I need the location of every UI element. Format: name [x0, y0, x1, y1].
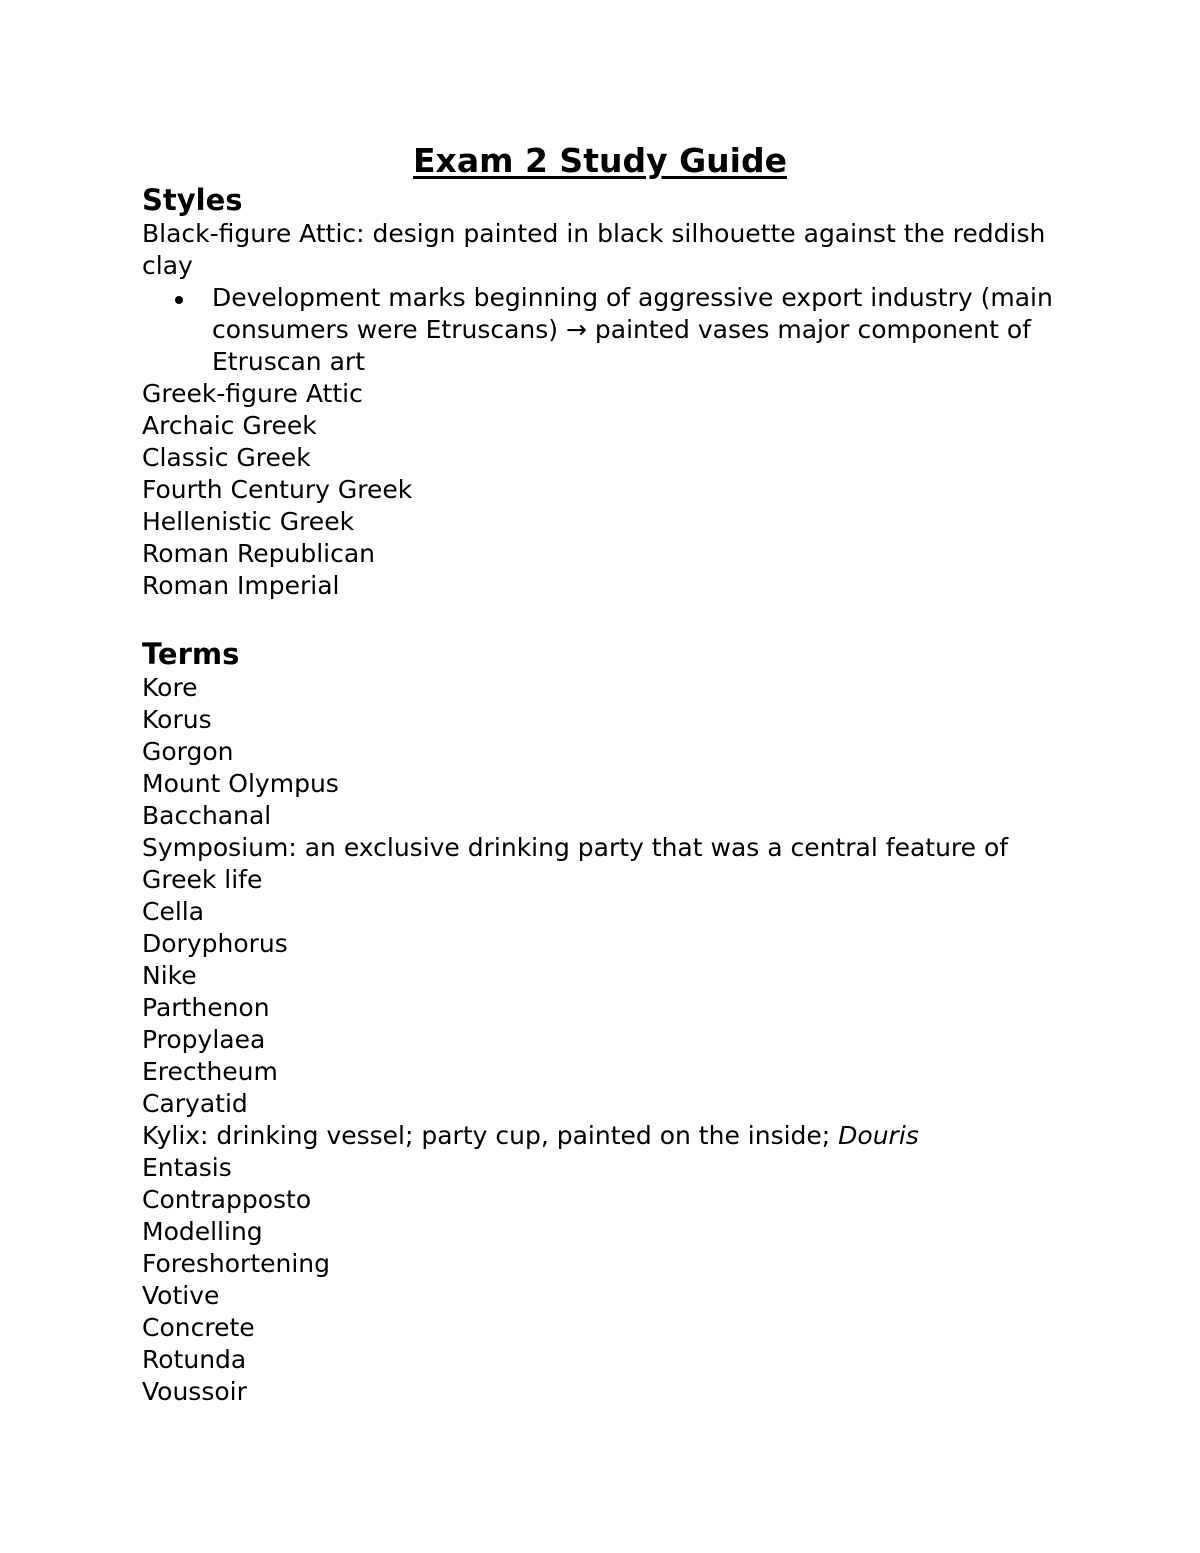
styles-bullet-text: Development marks beginning of aggressive export industry (main consumers were Etruscans) → painted vases major component of Etruscan art	[212, 283, 1053, 376]
document-body	[142, 140, 1072, 1408]
terms-heading: Terms	[142, 637, 240, 671]
style-item: Roman Imperial	[142, 571, 340, 600]
term-item: Mount Olympus	[142, 769, 339, 798]
bullet-icon	[175, 296, 183, 304]
term-item: Cella	[142, 897, 205, 926]
term-item: Doryphorus	[142, 929, 288, 958]
term-item: Entasis	[142, 1153, 232, 1182]
styles-intro: Black-figure Attic: design painted in black silhouette against the reddish clay	[142, 219, 1046, 280]
term-item: Rotunda	[142, 1345, 247, 1374]
term-item: Votive	[142, 1281, 220, 1310]
styles-heading: Styles	[142, 183, 243, 217]
term-item: Voussoir	[142, 1377, 247, 1406]
term-item: Caryatid	[142, 1089, 248, 1118]
term-item: Kore	[142, 673, 198, 702]
list-item	[212, 282, 1072, 378]
term-item-kylix	[142, 1120, 1072, 1152]
style-item: Greek-figure Attic	[142, 379, 363, 408]
term-item: Erectheum	[142, 1057, 278, 1086]
kylix-definition: Kylix: drinking vessel; party cup, painted on the inside;	[142, 1121, 839, 1150]
kylix-artist: Douris	[838, 1121, 919, 1150]
term-item: Parthenon	[142, 993, 270, 1022]
page-title: Exam 2 Study Guide	[413, 141, 787, 180]
term-item: Bacchanal	[142, 801, 272, 830]
term-item: Concrete	[142, 1313, 255, 1342]
term-item: Nike	[142, 961, 197, 990]
term-item: Korus	[142, 705, 212, 734]
style-item: Hellenistic Greek	[142, 507, 355, 536]
style-item: Classic Greek	[142, 443, 311, 472]
styles-list	[142, 378, 1072, 602]
style-item: Fourth Century Greek	[142, 475, 413, 504]
term-item: Contrapposto	[142, 1185, 312, 1214]
term-item: Gorgon	[142, 737, 234, 766]
style-item: Roman Republican	[142, 539, 376, 568]
terms-list	[142, 672, 1072, 1408]
style-item: Archaic Greek	[142, 411, 317, 440]
term-item: Foreshortening	[142, 1249, 331, 1278]
term-item: Modelling	[142, 1217, 263, 1246]
term-item-symposium: Symposium: an exclusive drinking party that was a central feature of Greek life	[142, 833, 1009, 894]
section-spacer	[142, 602, 1072, 636]
styles-bullet-list	[142, 282, 1072, 378]
term-item: Propylaea	[142, 1025, 266, 1054]
